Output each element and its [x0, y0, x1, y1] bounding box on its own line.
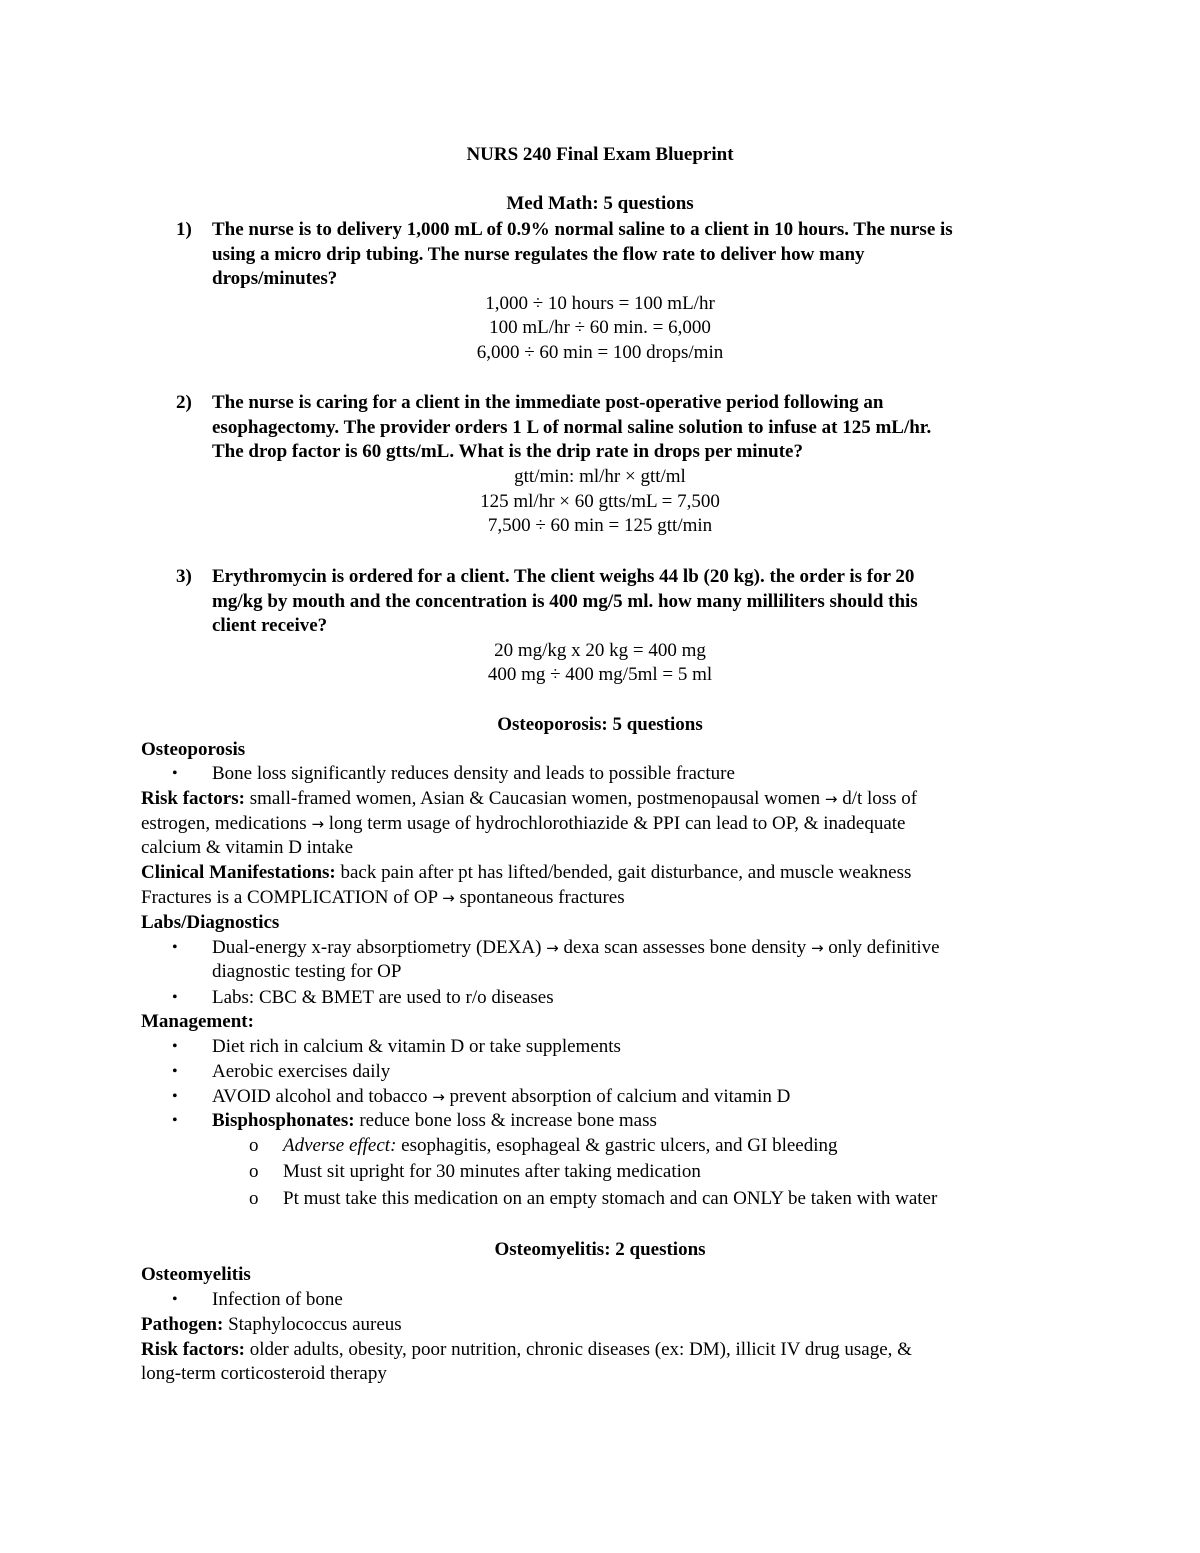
- question-text: Erythromycin is ordered for a client. The client weighs 44 lb (20 kg). the order is for 20: [212, 566, 915, 587]
- label: Clinical Manifestations:: [141, 862, 336, 883]
- sub-bullet-icon: o: [249, 1161, 259, 1182]
- bullet-text: diagnostic testing for OP: [212, 961, 402, 982]
- section-heading-osteoporosis: Osteoporosis: 5 questions: [497, 714, 703, 735]
- risk-factors-line: [141, 787, 917, 811]
- text: d/t loss of: [837, 788, 918, 809]
- question-number: 3): [176, 566, 192, 587]
- sub-bullet-text: Must sit upright for 30 minutes after taking medication: [283, 1161, 701, 1182]
- subheading: Osteoporosis: [141, 739, 246, 760]
- question-number: 1): [176, 219, 192, 240]
- bullet-text: Diet rich in calcium & vitamin D or take supplements: [212, 1036, 621, 1057]
- question-text: The drop factor is 60 gtts/mL. What is the drip rate in drops per minute?: [212, 441, 803, 462]
- label: Pathogen:: [141, 1314, 224, 1335]
- sub-bullet-text: [283, 1134, 838, 1158]
- bullet-icon: •: [172, 939, 178, 956]
- calculation-line: 100 mL/hr ÷ 60 min. = 6,000: [489, 317, 711, 338]
- risk-factors-line: [141, 1338, 912, 1362]
- text: dexa scan assesses bone density: [558, 937, 807, 958]
- arrow-icon: →: [311, 815, 325, 833]
- question-number: 2): [176, 392, 192, 413]
- bullet-icon: •: [172, 1088, 178, 1105]
- bullet-text: [212, 1109, 657, 1133]
- pathogen-line: [141, 1313, 402, 1337]
- section-heading-osteomyelitis: Osteomyelitis: 2 questions: [494, 1239, 706, 1260]
- complication-line: [141, 886, 625, 910]
- calculation-line: 400 mg ÷ 400 mg/5ml = 5 ml: [487, 664, 713, 685]
- bullet-text: Labs: CBC & BMET are used to r/o diseases: [212, 987, 554, 1008]
- question-text: esophagectomy. The provider orders 1 L of normal saline solution to infuse at 125 mL/hr.: [212, 417, 932, 438]
- calculation-line: 1,000 ÷ 10 hours = 100 mL/hr: [485, 293, 715, 314]
- question-text: The nurse is caring for a client in the immediate post-operative period following an: [212, 392, 884, 413]
- bullet-text: Infection of bone: [212, 1289, 343, 1310]
- text: AVOID alcohol and tobacco: [212, 1086, 428, 1107]
- bullet-icon: •: [172, 765, 178, 782]
- bullet-text: [212, 1085, 790, 1109]
- label: Risk factors:: [141, 1339, 245, 1360]
- text: older adults, obesity, poor nutrition, chronic diseases (ex: DM), illicit IV drug usage, &: [244, 1339, 912, 1360]
- text: back pain after pt has lifted/bended, gait disturbance, and muscle weakness: [335, 862, 912, 883]
- arrow-icon: →: [432, 1088, 445, 1106]
- arrow-icon: →: [810, 939, 824, 957]
- text: Dual-energy x-ray absorptiometry (DEXA): [212, 937, 542, 958]
- text: Staphylococcus aureus: [223, 1314, 402, 1335]
- clinical-manifestations-line: [141, 861, 911, 885]
- question-text: The nurse is to delivery 1,000 mL of 0.9% normal saline to a client in 10 hours. The nurse is: [212, 219, 953, 240]
- arrow-icon: →: [824, 790, 838, 808]
- text: prevent absorption of calcium and vitamin D: [444, 1086, 791, 1107]
- text: esophagitis, esophageal & gastric ulcers, and GI bleeding: [396, 1135, 838, 1156]
- risk-factors-line: [141, 812, 905, 836]
- bullet-text: Aerobic exercises daily: [212, 1061, 391, 1082]
- label: Bisphosphonates:: [212, 1110, 355, 1131]
- subheading: Management:: [141, 1011, 254, 1032]
- text: long term usage of hydrochlorothiazide & PPI can lead to OP, & inadequate: [324, 813, 906, 834]
- bullet-icon: •: [172, 1038, 178, 1055]
- label: Adverse effect:: [283, 1135, 397, 1156]
- text: estrogen, medications: [141, 813, 307, 834]
- text: only definitive: [823, 937, 940, 958]
- bullet-icon: •: [172, 1291, 178, 1308]
- question-text: mg/kg by mouth and the concentration is 400 mg/5 ml. how many milliliters should this: [212, 591, 918, 612]
- sub-bullet-text: Pt must take this medication on an empty stomach and can ONLY be taken with water: [283, 1188, 938, 1209]
- bullet-icon: •: [172, 1112, 178, 1129]
- risk-factors-line: long-term corticosteroid therapy: [141, 1363, 387, 1384]
- arrow-icon: →: [546, 939, 559, 957]
- calculation-line: 20 mg/kg x 20 kg = 400 mg: [494, 640, 706, 661]
- bullet-icon: •: [172, 989, 178, 1006]
- text: spontaneous fractures: [454, 887, 625, 908]
- calculation-line: 125 ml/hr × 60 gtts/mL = 7,500: [480, 491, 720, 512]
- calculation-line: gtt/min: ml/hr × gtt/ml: [514, 466, 686, 487]
- subheading: Labs/Diagnostics: [141, 912, 280, 933]
- label: Risk factors:: [141, 788, 245, 809]
- text: small-framed women, Asian & Caucasian women, postmenopausal women: [244, 788, 821, 809]
- risk-factors-line: calcium & vitamin D intake: [141, 837, 354, 858]
- sub-bullet-icon: o: [249, 1135, 259, 1156]
- bullet-icon: •: [172, 1063, 178, 1080]
- bullet-text: [212, 936, 940, 960]
- question-text: client receive?: [212, 615, 328, 636]
- bullet-text: Bone loss significantly reduces density and leads to possible fracture: [212, 763, 735, 784]
- question-text: drops/minutes?: [212, 268, 338, 289]
- arrow-icon: →: [442, 889, 455, 907]
- document-title: NURS 240 Final Exam Blueprint: [466, 144, 734, 165]
- calculation-line: 6,000 ÷ 60 min = 100 drops/min: [476, 342, 724, 363]
- sub-bullet-icon: o: [249, 1188, 259, 1209]
- text: reduce bone loss & increase bone mass: [354, 1110, 657, 1131]
- subheading: Osteomyelitis: [141, 1264, 251, 1285]
- section-heading-med-math: Med Math: 5 questions: [506, 193, 694, 214]
- question-text: using a micro drip tubing. The nurse regulates the flow rate to deliver how many: [212, 244, 865, 265]
- text: Fractures is a COMPLICATION of OP: [141, 887, 438, 908]
- calculation-line: 7,500 ÷ 60 min = 125 gtt/min: [487, 515, 713, 536]
